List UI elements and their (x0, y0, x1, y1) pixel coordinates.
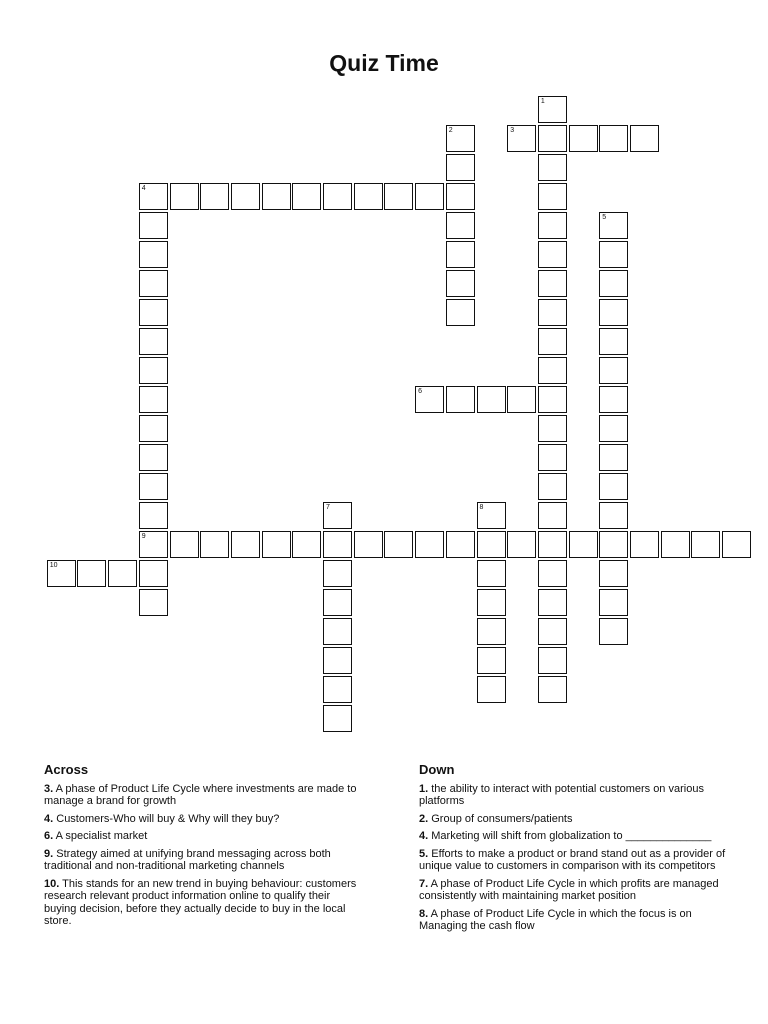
grid-cell[interactable] (323, 183, 352, 210)
down-clue (419, 848, 739, 873)
grid-cell[interactable] (446, 183, 475, 210)
grid-cell[interactable] (139, 415, 168, 442)
grid-cell[interactable] (538, 96, 567, 123)
grid-cell[interactable] (599, 502, 628, 529)
grid-cell[interactable] (323, 705, 352, 732)
across-clue (44, 783, 364, 808)
clue-text: Group of consumers/patients (431, 812, 573, 825)
grid-cell[interactable] (599, 531, 628, 558)
grid-cell[interactable] (538, 386, 567, 413)
grid-cell[interactable] (599, 299, 628, 326)
grid-cell[interactable] (538, 125, 567, 152)
clue-number-label: 7 (326, 504, 330, 511)
grid-cell[interactable] (538, 444, 567, 471)
grid-cell[interactable] (292, 531, 321, 558)
across-clue (44, 848, 364, 873)
clue-number: 4. (419, 830, 429, 842)
clue-text: A phase of Product Life Cycle where investments are made to manage a brand for growth (44, 782, 357, 807)
clue-number-label: 4 (141, 185, 146, 192)
clue-number-label: 6 (418, 388, 422, 395)
grid-cell[interactable] (507, 531, 536, 558)
grid-cell[interactable] (477, 502, 506, 529)
grid-cell[interactable] (415, 386, 444, 413)
grid-cell[interactable] (538, 357, 567, 384)
down-clue (419, 830, 739, 843)
grid-cell[interactable] (538, 560, 567, 587)
grid-cell[interactable] (139, 589, 168, 616)
down-clue (419, 908, 739, 933)
grid-cell[interactable] (538, 502, 567, 529)
clue-text: Customers-Who will buy & Why will they buy? (56, 812, 280, 825)
grid-cell[interactable] (446, 212, 475, 239)
grid-cell[interactable] (139, 270, 168, 297)
down-clues (419, 764, 739, 938)
grid-cell[interactable] (139, 357, 168, 384)
down-clue (419, 783, 739, 808)
grid-cell[interactable] (323, 589, 352, 616)
grid-cell[interactable] (139, 531, 168, 558)
grid-cell[interactable] (323, 560, 352, 587)
grid-cell[interactable] (599, 560, 628, 587)
grid-cell[interactable] (139, 502, 168, 529)
grid-cell[interactable] (538, 299, 567, 326)
grid-cell[interactable] (477, 589, 506, 616)
grid-cell[interactable] (170, 183, 199, 210)
grid-cell[interactable] (599, 444, 628, 471)
grid-cell[interactable] (262, 183, 291, 210)
grid-cell[interactable] (384, 531, 413, 558)
grid-cell[interactable] (323, 647, 352, 674)
grid-cell[interactable] (446, 531, 475, 558)
grid-cell[interactable] (200, 183, 229, 210)
grid-cell[interactable] (599, 212, 628, 239)
grid-cell[interactable] (630, 531, 659, 558)
grid-cell[interactable] (599, 589, 628, 616)
grid-cell[interactable] (599, 618, 628, 645)
clue-number-label: 9 (141, 533, 146, 540)
grid-cell[interactable] (170, 531, 199, 558)
clue-number: 10. (44, 877, 60, 890)
grid-cell[interactable] (538, 270, 567, 297)
grid-cell[interactable] (538, 647, 567, 674)
grid-cell[interactable] (538, 183, 567, 210)
page-title: Quiz Time (329, 50, 439, 76)
grid-cell[interactable] (538, 473, 567, 500)
grid-cell[interactable] (477, 531, 506, 558)
grid-cell[interactable] (323, 618, 352, 645)
clue-number: 6. (44, 830, 54, 842)
grid-cell[interactable] (599, 357, 628, 384)
grid-cell[interactable] (139, 241, 168, 268)
grid-cell[interactable] (691, 531, 720, 558)
clue-number-label: 5 (602, 214, 607, 221)
clue-text: A phase of Product Life Cycle in which the focus is on Managing the cash flow (419, 907, 692, 932)
grid-cell[interactable] (139, 328, 168, 355)
grid-cell[interactable] (446, 241, 475, 268)
clue-text: Efforts to make a product or brand stand out as a provider of unique value to customers in comparison with its competitors (419, 847, 726, 872)
clue-number: 7. (419, 877, 429, 890)
grid-cell[interactable] (139, 473, 168, 500)
clue-text: This stands for an new trend in buying behaviour: customers research relevant product information online to qualify their buying decision, before they actually decide to buy in the local store. (44, 877, 357, 927)
clue-number: 4. (44, 812, 54, 825)
grid-cell[interactable] (200, 531, 229, 558)
grid-cell[interactable] (139, 183, 168, 210)
grid-cell[interactable] (139, 444, 168, 471)
down-clue (419, 813, 739, 826)
grid-cell[interactable] (630, 125, 659, 152)
clue-text: Marketing will shift from globalization to ______________ (431, 830, 712, 842)
clue-text: A phase of Product Life Cycle in which profits are managed consistently with maintaining market position (419, 877, 719, 902)
grid-cell[interactable] (569, 531, 598, 558)
grid-cell[interactable] (292, 183, 321, 210)
grid-cell[interactable] (507, 386, 536, 413)
grid-cell[interactable] (446, 125, 475, 152)
grid-cell[interactable] (599, 473, 628, 500)
grid-cell[interactable] (354, 531, 383, 558)
grid-cell[interactable] (384, 183, 413, 210)
clue-number-label: 8 (479, 504, 484, 511)
clue-number: 2. (419, 812, 429, 825)
grid-cell[interactable] (661, 531, 690, 558)
clue-text: the ability to interact with potential customers on various platforms (419, 782, 704, 807)
grid-cell[interactable] (538, 589, 567, 616)
grid-cell[interactable] (139, 560, 168, 587)
grid-cell[interactable] (599, 270, 628, 297)
grid-cell[interactable] (231, 531, 260, 558)
down-clue (419, 878, 739, 903)
grid-cell[interactable] (139, 212, 168, 239)
clue-number: 5. (419, 847, 429, 860)
grid-cell[interactable] (477, 647, 506, 674)
across-clue (44, 878, 364, 928)
grid-cell[interactable] (477, 676, 506, 703)
grid-cell[interactable] (139, 386, 168, 413)
grid-cell[interactable] (446, 386, 475, 413)
grid-cell[interactable] (538, 618, 567, 645)
grid-cell[interactable] (569, 125, 598, 152)
grid-cell[interactable] (446, 154, 475, 181)
clue-text: Strategy aimed at unifying brand messaging across both traditional and non-traditional marketing channels (44, 847, 331, 872)
grid-cell[interactable] (599, 415, 628, 442)
grid-cell[interactable] (47, 560, 76, 587)
across-heading: Across (44, 762, 89, 777)
clue-number-label: 10 (49, 562, 58, 569)
grid-cell[interactable] (231, 183, 260, 210)
grid-cell[interactable] (139, 299, 168, 326)
grid-cell[interactable] (415, 531, 444, 558)
grid-cell[interactable] (599, 241, 628, 268)
grid-cell[interactable] (538, 415, 567, 442)
across-clue (44, 813, 364, 826)
grid-cell[interactable] (446, 270, 475, 297)
clue-number: 9. (44, 847, 54, 860)
grid-cell[interactable] (354, 183, 383, 210)
clue-number: 3. (44, 782, 54, 795)
grid-cell[interactable] (323, 531, 352, 558)
grid-cell[interactable] (599, 125, 628, 152)
grid-cell[interactable] (477, 618, 506, 645)
grid-cell[interactable] (599, 328, 628, 355)
grid-cell[interactable] (108, 560, 137, 587)
grid-cell[interactable] (507, 125, 536, 152)
grid-cell[interactable] (446, 299, 475, 326)
across-clues (44, 764, 364, 933)
grid-cell[interactable] (599, 386, 628, 413)
clue-number-label: 1 (540, 98, 545, 105)
grid-cell[interactable] (538, 676, 567, 703)
grid-cell[interactable] (323, 502, 352, 529)
clue-number-label: 3 (510, 127, 515, 134)
grid-cell[interactable] (77, 560, 106, 587)
grid-cell[interactable] (722, 531, 751, 558)
grid-cell[interactable] (262, 531, 291, 558)
clue-number: 1. (419, 782, 429, 795)
grid-cell[interactable] (538, 531, 567, 558)
grid-cell[interactable] (323, 676, 352, 703)
clue-number: 8. (419, 907, 429, 920)
down-heading: Down (419, 762, 455, 777)
grid-cell[interactable] (538, 212, 567, 239)
grid-cell[interactable] (477, 386, 506, 413)
grid-cell[interactable] (538, 328, 567, 355)
grid-cell[interactable] (477, 560, 506, 587)
grid-cell[interactable] (415, 183, 444, 210)
grid-cell[interactable] (538, 241, 567, 268)
across-clue (44, 830, 364, 843)
clue-text: A specialist market (55, 830, 148, 842)
grid-cell[interactable] (538, 154, 567, 181)
clue-number-label: 2 (448, 127, 453, 134)
